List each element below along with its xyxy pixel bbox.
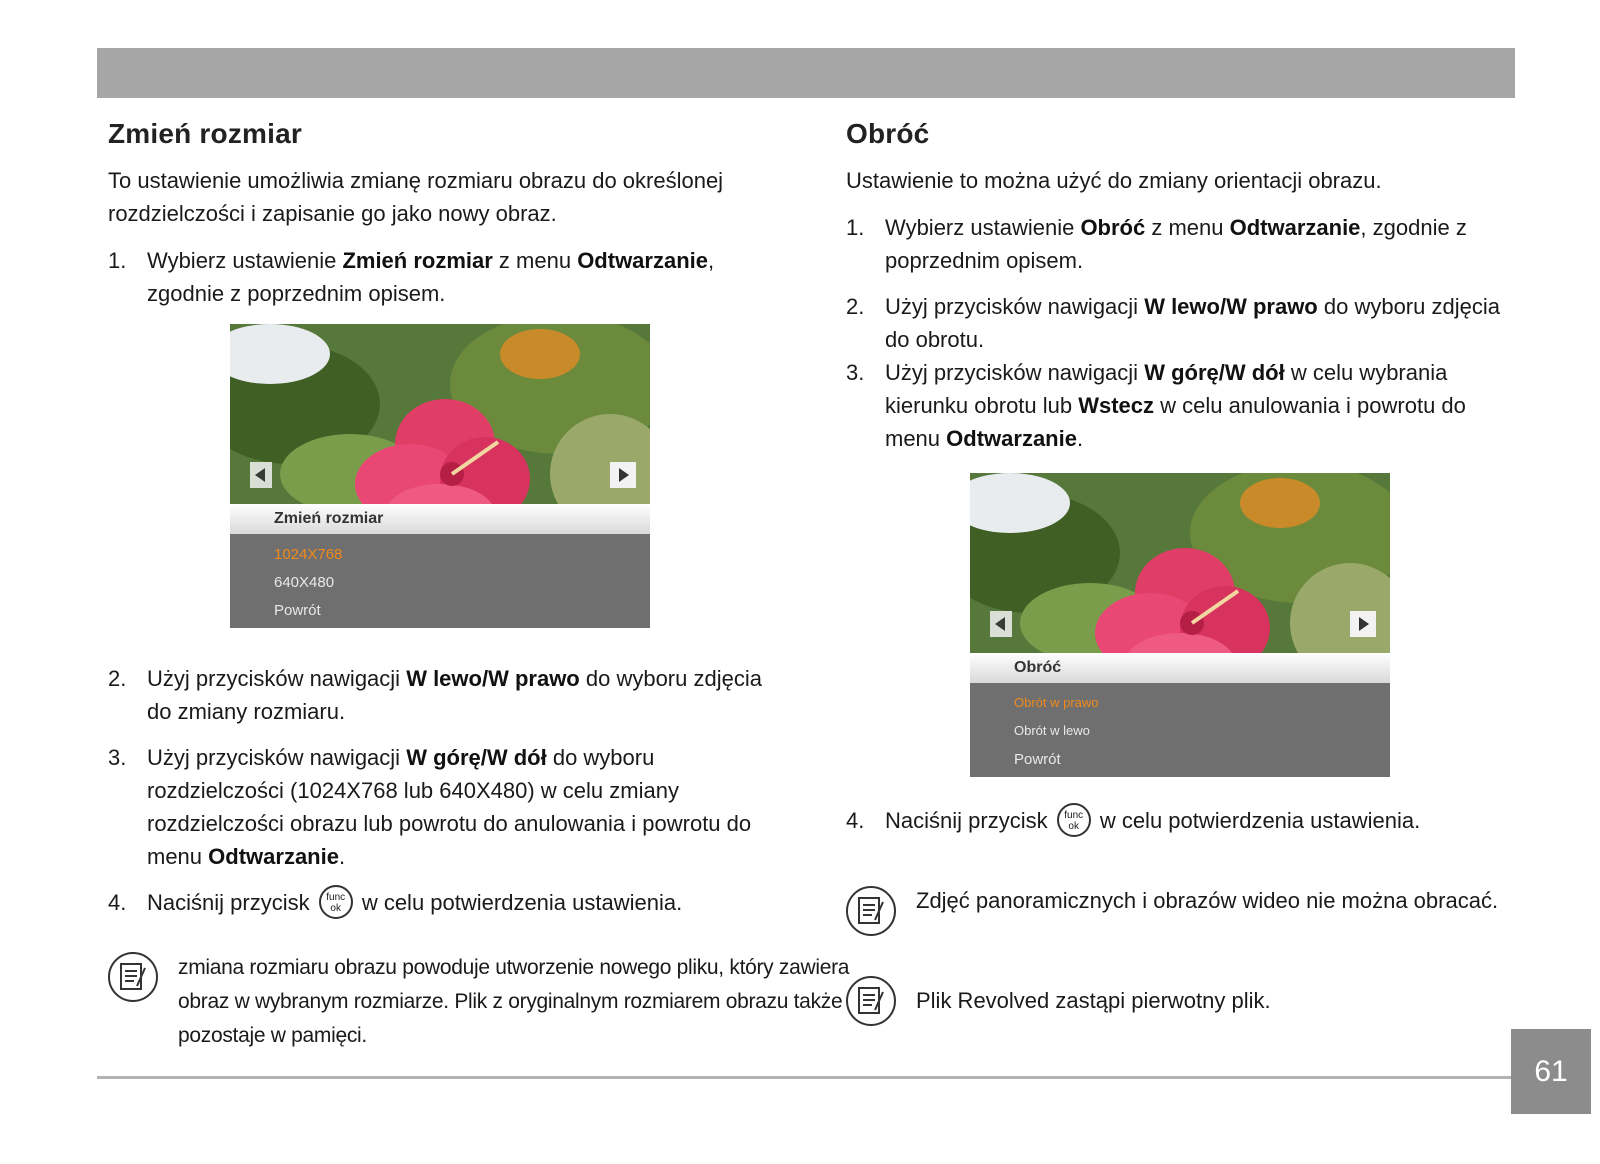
rotate-step-1: 1. Wybierz ustawienie Obróć z menu Odtwarzanie, zgodnie z poprzednim opisem. [846,215,1467,273]
rotate-note-2-text: Plik Revolved zastąpi pierwotny plik. [916,988,1271,1013]
screen-menu-title: Zmień rozmiar [230,504,650,534]
arrow-right-icon [1350,611,1376,637]
note-icon [108,952,158,1002]
screen-menu-item: Powrót [274,602,321,619]
resize-step-2: 2. Użyj przycisków nawigacji W lewo/W prawo do wyboru zdjęcia do zmiany rozmiaru. [108,666,762,724]
screen-menu-title: Obróć [970,653,1390,683]
resize-note-text: zmiana rozmiaru obrazu powoduje utworzenie nowego pliku, który zawiera obraz w wybranym rozmiarze. Plik z oryginalnym rozmiarem obrazu także pozostaje w pamięci. [178,956,850,1047]
resize-step-3: 3. Użyj przycisków nawigacji W górę/W dół do wyboru rozdzielczości (1024X768 lub 640X480) w celu zmiany rozdzielczości obrazu lub powrotu do anulowania i powrotu do menu Odtwarzanie. [108,745,752,869]
note-icon [846,976,896,1026]
resize-note [108,950,858,1052]
screen-menu-item: Obrót w lewo [1014,723,1090,738]
rotate-section [846,118,1522,801]
rotate-step-3: 3. Użyj przycisków nawigacji W górę/W dół w celu wybrania kierunku obrotu lub Wstecz w celu anulowania i powrotu do menu Odtwarzanie. [846,360,1466,451]
page-number: 61 [1511,1029,1591,1114]
rotate-note-1-text: Zdjęć panoramicznych i obrazów wideo nie można obracać. [916,888,1499,913]
screen-menu-item: 640X480 [274,574,335,591]
section-title-rotate: Obróć [846,118,930,149]
resize-step-4: 4. Naciśnij przycisk func ok w celu potwierdzenia ustawienia. [108,886,778,921]
resize-steps [108,244,778,310]
func-ok-button-icon: func ok [319,885,353,919]
section-title-resize: Zmień rozmiar [108,118,302,149]
arrow-right-icon [610,462,636,488]
rotate-step-2: 2. Użyj przycisków nawigacji W lewo/W prawo do wyboru zdjęcia do obrotu. [846,294,1500,352]
resize-steps-cont [108,662,778,921]
resize-intro: To ustawienie umożliwia zmianę rozmiaru obrazu do określonej rozdzielczości i zapisanie go jako nowy obraz. [108,168,724,226]
rotate-step-4: 4. Naciśnij przycisk func ok w celu potwierdzenia ustawienia. [846,804,1526,839]
screen-menu-item-selected: 1024X768 [274,546,343,563]
rotate-intro: Ustawienie to można użyć do zmiany orientacji obrazu. [846,168,1382,193]
screen-menu-item: Powrót [1014,751,1061,768]
rotate-steps [846,211,1522,455]
arrow-left-icon [990,611,1012,637]
rotate-note-2 [846,984,1576,1017]
note-icon [846,886,896,936]
resize-section [108,118,778,934]
resize-step-1: 1. Wybierz ustawienie Zmień rozmiar z menu Odtwarzanie, zgodnie z poprzednim opisem. [108,248,715,306]
rotate-camera-screenshot [970,473,1390,777]
func-ok-button-icon: func ok [1057,803,1091,837]
screen-menu [230,534,650,628]
rotate-note-1 [846,884,1576,917]
footer-divider [97,1076,1517,1079]
arrow-left-icon [250,462,272,488]
screen-menu-item-selected: Obrót w prawo [1014,695,1099,710]
resize-camera-screenshot [230,324,650,628]
screen-menu [970,683,1390,777]
header-bar [97,48,1515,98]
